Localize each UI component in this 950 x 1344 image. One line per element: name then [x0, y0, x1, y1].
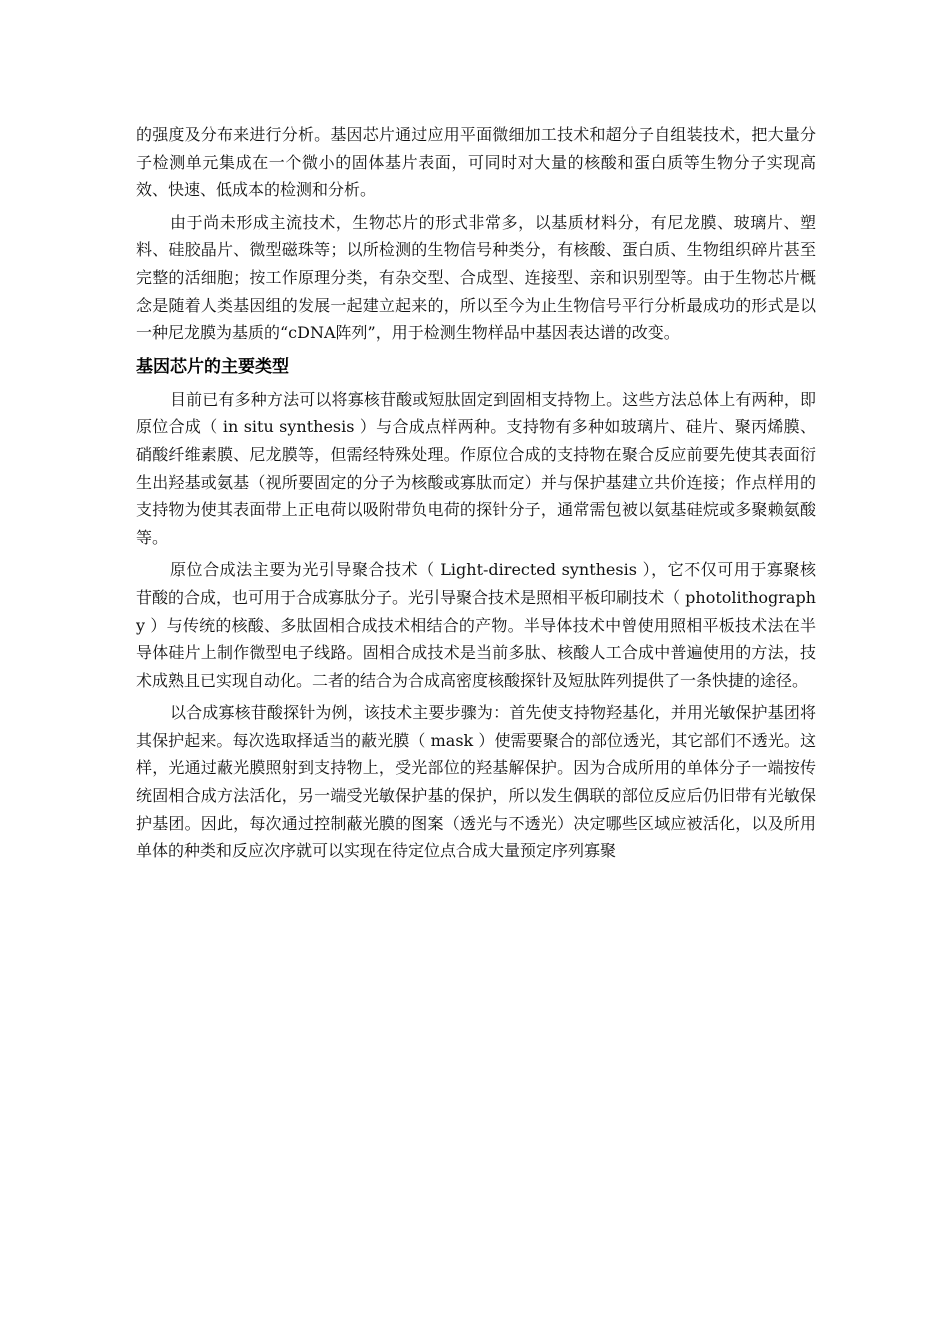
body-paragraph-immobilization: 目前已有多种方法可以将寡核苷酸或短肽固定到固相支持物上。这些方法总体上有两种，即原位合成（ in situ synthesis ）与合成点样两种。支持物有多种如玻璃片、硅片、聚丙烯膜、硝酸纤维素膜、尼龙膜等，但需经特殊处理。作原位合成的支持物在聚合反应前要先使其表面衍生出羟基或氨基（视所要固定的分子为核酸或寡肽而定）并与保护基建立共价连接；作点样用的支持物为使其表面带上正电荷以吸附带负电荷的探针分子，通常需包被以氨基硅烷或多聚赖氨酸等。 [136, 389, 816, 547]
body-paragraph-biochip-forms: 由于尚未形成主流技术，生物芯片的形式非常多，以基质材料分，有尼龙膜、玻璃片、塑料、硅胶晶片、微型磁珠等；以所检测的生物信号种类分，有核酸、蛋白质、生物组织碎片甚至完整的活细胞；按工作原理分类，有杂交型、合成型、连接型、亲和识别型等。由于生物芯片概念是随着人类基因组的发展一起建立起来的，所以至今为止生物信号平行分析最成功的形式是以一种尼龙膜为基质的“cDNA阵列”，用于检测生物样品中基因表达谱的改变。 [136, 212, 816, 343]
body-paragraph-continuation: 的强度及分布来进行分析。基因芯片通过应用平面微细加工技术和超分子自组装技术，把大量分子检测单元集成在一个微小的固体基片表面，可同时对大量的核酸和蛋白质等生物分子实现高效、快速、低成本的检测和分析。 [136, 125, 816, 200]
body-paragraph-light-directed: 原位合成法主要为光引导聚合技术（ Light-directed synthesis ），它不仅可用于寡聚核苷酸的合成，也可用于合成寡肽分子。光引导聚合技术是照相平板印刷技术（ photolithography ）与传统的核酸、多肽固相合成技术相结合的产物。半导体技术中曾使用照相平板技术法在半导体硅片上制作微型电子线路。固相合成技术是当前多肽、核酸人工合成中普遍使用的方法，技术成熟且已实现自动化。二者的结合为合成高密度核酸探针及短肽阵列提供了一条快捷的途径。 [136, 560, 816, 690]
section-heading: 基因芯片的主要类型 [136, 356, 289, 377]
body-paragraph-synthesis-steps: 以合成寡核苷酸探针为例，该技术主要步骤为：首先使支持物羟基化，并用光敏保护基团将其保护起来。每次选取择适当的蔽光膜（ mask ）使需要聚合的部位透光，其它部们不透光。这样，光通过蔽光膜照射到支持物上，受光部位的羟基解保护。因为合成所用的单体分子一端按传统固相合成方法活化，另一端受光敏保护基的保护，所以发生偶联的部位反应后仍旧带有光敏保护基团。因此，每次通过控制蔽光膜的图案（透光与不透光）决定哪些区域应被活化，以及所用单体的种类和反应次序就可以实现在待定位点合成大量预定序列寡聚 [136, 703, 816, 861]
document-body [136, 121, 816, 870]
